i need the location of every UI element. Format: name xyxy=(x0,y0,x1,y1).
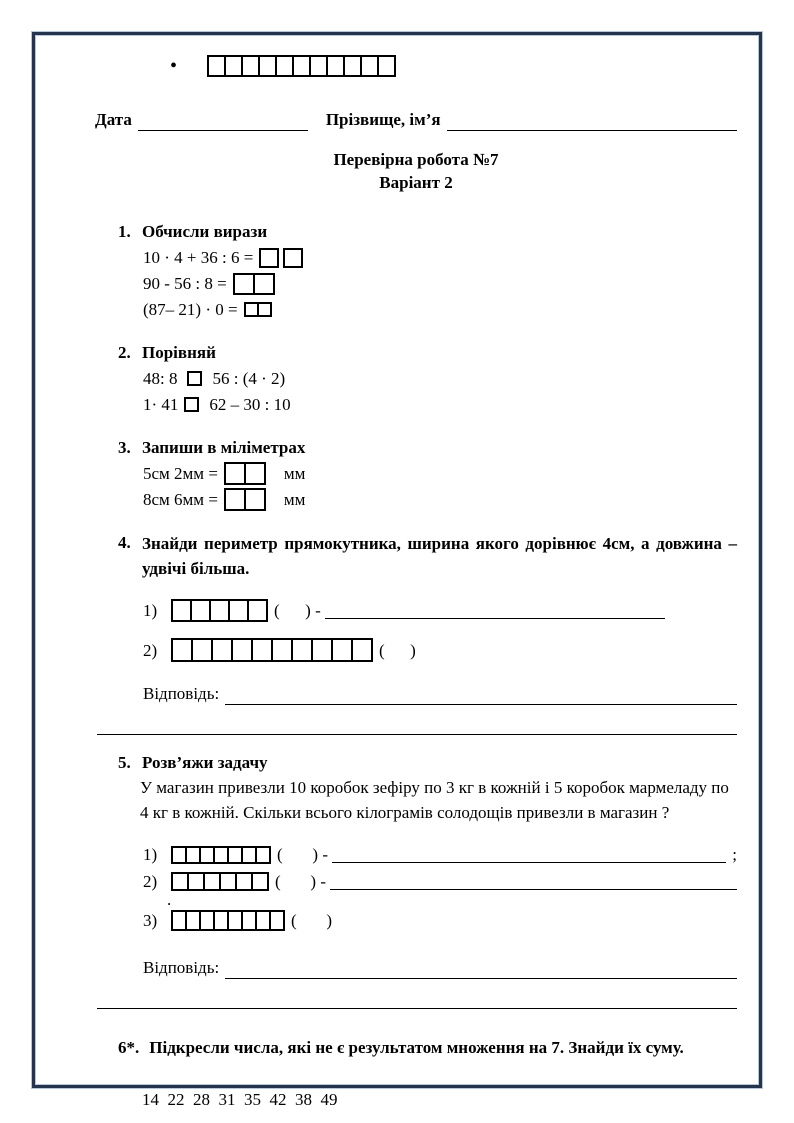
box-cell xyxy=(224,488,246,511)
title-line2: Варіант 2 xyxy=(379,173,453,192)
box-cell xyxy=(184,397,199,412)
box-cell xyxy=(190,599,211,622)
box-cell xyxy=(247,599,268,622)
name-write-line xyxy=(447,115,737,131)
compare-box xyxy=(184,397,199,412)
expression-left: 48: 8 xyxy=(143,369,178,388)
task-6 xyxy=(118,1035,737,1060)
task-4-answer-row xyxy=(143,682,737,705)
date-label: Дата xyxy=(95,110,132,129)
worksheet-title xyxy=(95,148,737,194)
task-1 xyxy=(95,220,737,321)
task-4-header xyxy=(118,531,737,581)
task-1-expr-3 xyxy=(143,298,737,321)
stray-period: . xyxy=(167,890,172,909)
task-5-answer-row xyxy=(143,956,737,979)
task-1-expr-1 xyxy=(143,246,737,269)
answer-boxes xyxy=(171,910,285,931)
task-3-title: Запиши в міліметрах xyxy=(142,438,306,457)
header-answer-strip xyxy=(170,54,737,78)
task-5 xyxy=(95,751,737,1009)
task-2-row-2 xyxy=(143,393,737,416)
task-2-header xyxy=(118,341,737,364)
paren-text: ( ) - xyxy=(277,845,333,864)
unit-label: мм xyxy=(283,490,306,509)
expression-text: 90 - 56 : 8 = xyxy=(143,274,227,293)
bullet-icon: • xyxy=(170,55,178,77)
box-cell xyxy=(291,638,313,662)
answer-boxes xyxy=(233,273,275,295)
answer-boxes xyxy=(171,846,271,864)
answer-boxes xyxy=(171,638,373,662)
paren-text: ( ) - xyxy=(274,601,325,620)
answer-boxes xyxy=(224,488,266,511)
task-1-expr-2 xyxy=(143,272,737,295)
expression-right: 56 : (4 · 2) xyxy=(212,369,286,388)
date-write-line xyxy=(138,115,308,131)
extra-write-line xyxy=(97,733,737,735)
box-cell xyxy=(209,599,230,622)
task-2 xyxy=(95,341,737,416)
box-cell xyxy=(351,638,373,662)
unit-label: мм xyxy=(283,464,306,483)
answer-write-line xyxy=(225,963,737,979)
task-5-step-1 xyxy=(143,843,737,866)
write-line xyxy=(330,874,737,890)
box-cell xyxy=(255,846,271,864)
page-content xyxy=(32,32,762,1109)
task-5-step-3 xyxy=(143,909,737,932)
answer-label: Відповідь: xyxy=(143,684,220,703)
step-label: 1) xyxy=(143,601,158,620)
task-1-title: Обчисли вирази xyxy=(142,222,268,241)
answer-boxes xyxy=(171,599,268,622)
box-cell xyxy=(233,273,255,295)
task-4-step-2 xyxy=(143,638,737,662)
box-cell xyxy=(244,488,266,511)
answer-label: Відповідь: xyxy=(143,958,220,977)
task-5-text: У магазин привезли 10 коробок зефіру по 3 кг в кожній і 5 коробок мармеладу по 4 кг в кожній. Скільки всього кілограмів солодощів привезли в магазин ? xyxy=(140,778,729,822)
box-cell xyxy=(251,872,269,891)
task-4 xyxy=(95,531,737,735)
task-2-row-1 xyxy=(143,367,737,390)
box-cell xyxy=(244,462,266,485)
box-cell xyxy=(191,638,213,662)
name-label: Прізвище, ім’я xyxy=(325,110,441,129)
task-5-number: 5. xyxy=(118,753,131,772)
box-cell xyxy=(271,638,293,662)
task-3-row-1 xyxy=(143,462,737,485)
task-6-title: Підкресли числа, які не є результатом множення на 7. Знайди їх суму. xyxy=(149,1038,684,1057)
paren-text: ( ) - xyxy=(275,872,331,891)
box-cell xyxy=(269,910,285,931)
task-3-row-2 xyxy=(143,488,737,511)
box-cell xyxy=(331,638,353,662)
task-2-number: 2. xyxy=(118,343,131,362)
expression-text: (87– 21) · 0 = xyxy=(143,300,238,319)
write-line xyxy=(325,603,665,619)
answer-boxes-header xyxy=(207,55,396,77)
expression-right: 62 – 30 : 10 xyxy=(209,395,291,414)
answer-boxes xyxy=(244,302,272,317)
step-label: 3) xyxy=(143,911,158,930)
task-2-title: Порівняй xyxy=(142,343,216,362)
task-3-number: 3. xyxy=(118,438,131,457)
box-cell xyxy=(283,248,303,268)
task-3-header xyxy=(118,436,737,459)
paren-text: ( ) xyxy=(291,911,333,930)
step-label: 2) xyxy=(143,872,158,891)
step-label: 2) xyxy=(143,640,158,660)
box-cell xyxy=(311,638,333,662)
box-cell xyxy=(171,599,192,622)
expression-left: 1· 41 xyxy=(143,395,179,414)
date-name-row xyxy=(95,108,737,131)
expression-text: 8см 6мм = xyxy=(143,490,218,509)
box-cell xyxy=(253,273,275,295)
box-cell xyxy=(228,599,249,622)
step-label: 1) xyxy=(143,845,158,864)
task-1-number: 1. xyxy=(118,222,131,241)
extra-write-line xyxy=(97,1007,737,1009)
task-1-header xyxy=(118,220,737,243)
task-5-title: Розв’яжи задачу xyxy=(142,753,268,772)
task-6-number: 6*. xyxy=(118,1038,140,1057)
answer-boxes xyxy=(224,462,266,485)
task-3 xyxy=(95,436,737,511)
expression-text: 5см 2мм = xyxy=(143,464,218,483)
box-cell xyxy=(251,638,273,662)
task-4-title: Знайди периметр прямокутника, ширина якого дорівнює 4см, а довжина – удвічі більша. xyxy=(142,534,737,578)
task-4-step-1 xyxy=(143,599,737,622)
task-4-number: 4. xyxy=(118,533,131,552)
task-5-step-2 xyxy=(143,870,737,893)
box-cell xyxy=(259,248,279,268)
write-line xyxy=(332,847,726,863)
title-line1: Перевірна робота №7 xyxy=(333,150,499,169)
answer-boxes xyxy=(259,248,303,268)
answer-write-line xyxy=(225,689,737,705)
box-cell xyxy=(257,302,272,317)
answer-boxes xyxy=(171,872,269,891)
box-cell xyxy=(187,371,202,386)
compare-box xyxy=(187,371,202,386)
box-cell xyxy=(224,462,246,485)
task-6-numbers: 14 22 28 31 35 42 38 49 xyxy=(142,1090,338,1109)
paren-text: ( ) xyxy=(379,640,416,660)
box-cell xyxy=(211,638,233,662)
semicolon-text: ; xyxy=(732,845,737,864)
box-cell xyxy=(377,55,396,77)
expression-text: 10 · 4 + 36 : 6 = xyxy=(143,248,254,267)
task-5-header xyxy=(118,751,737,774)
box-cell xyxy=(231,638,253,662)
box-cell xyxy=(171,638,193,662)
